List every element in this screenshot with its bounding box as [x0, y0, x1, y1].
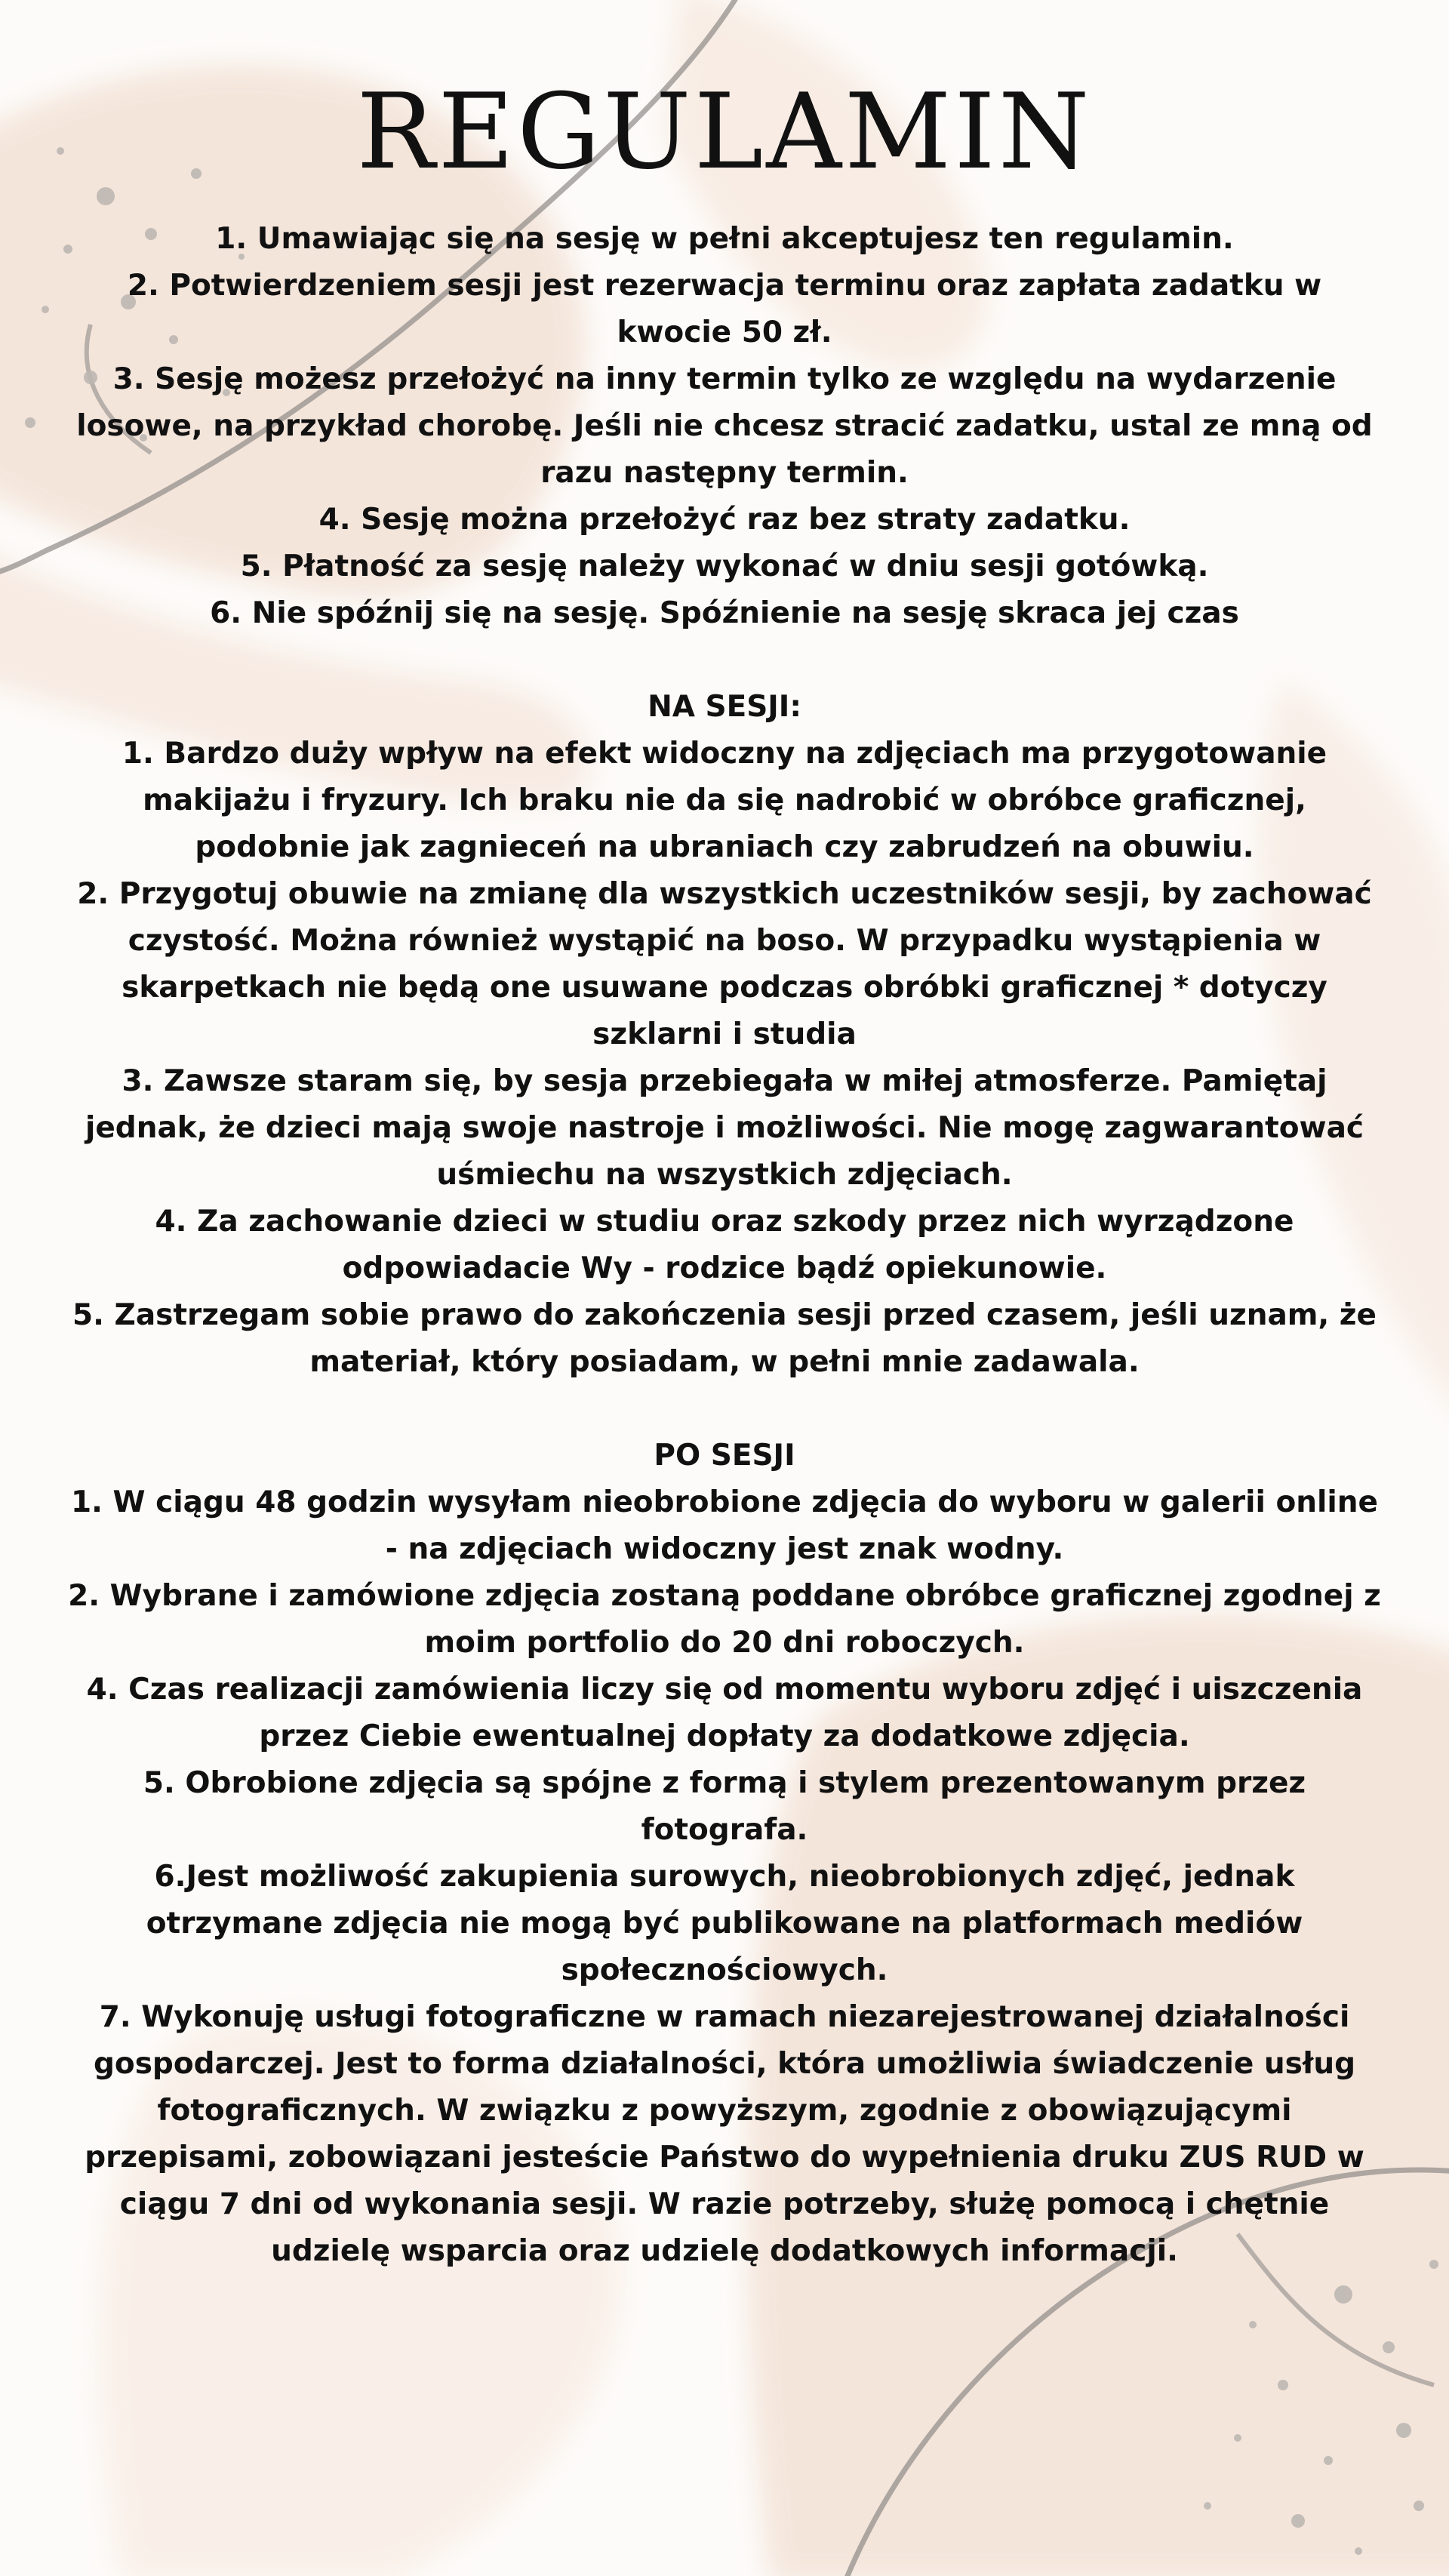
section-heading: NA SESJI:	[648, 690, 801, 724]
intro-item: 2. Potwierdzeniem sesji jest rezerwacja terminu oraz zapłata zadatku w kwocie 50 zł.	[127, 269, 1322, 349]
intro-section	[68, 216, 1381, 637]
rule-item: 4. Czas realizacji zamówienia liczy się od momentu wyboru zdjęć i uiszczenia przez Ciebie ewentualnej dopłaty za dodatkowe zdjęcia.	[86, 1673, 1363, 1753]
rule-item: 6.Jest możliwość zakupienia surowych, nieobrobionych zdjęć, jednak otrzymane zdjęcia nie mogą być publikowane na platformach mediów społecznościowych.	[146, 1860, 1303, 1987]
rule-item: 5. Obrobione zdjęcia są spójne z formą i stylem prezentowanym przez fotografa.	[143, 1766, 1306, 1847]
rule-item: 1. W ciągu 48 godzin wysyłam nieobrobione zdjęcia do wyboru w galerii online - na zdjęciach widoczny jest znak wodny.	[71, 1485, 1378, 1566]
rule-item: 4. Za zachowanie dzieci w studiu oraz szkody przez nich wyrządzone odpowiadacie Wy - rodzice bądź opiekunowie.	[155, 1205, 1294, 1285]
rule-item: 1. Bardzo duży wpływ na efekt widoczny na zdjęciach ma przygotowanie makijażu i fryzury. Ich braku nie da się nadrobić w obróbce graficznej, podobnie jak zagnieceń na ubraniach czy zabrudzeń na obuwiu.	[122, 737, 1327, 864]
section-spacer	[68, 1386, 1381, 1433]
document-body	[68, 216, 1381, 2275]
section-na-sesji	[68, 684, 1381, 1386]
page-title: REGULAMIN	[356, 71, 1093, 192]
intro-item: 3. Sesję możesz przełożyć na inny termin tylko ze względu na wydarzenie losowe, na przykład chorobę. Jeśli nie chcesz stracić zadatku, ustal ze mną od razu następny termin.	[76, 362, 1373, 490]
section-heading: PO SESJI	[654, 1439, 795, 1473]
rule-item: 2. Przygotuj obuwie na zmianę dla wszystkich uczestników sesji, by zachować czystość. Można również wystąpić na boso. W przypadku wystąpienia w skarpetkach nie będą one usuwane podczas obróbki graficznej * dotyczy szklarni i studia	[77, 877, 1372, 1051]
intro-item: 1. Umawiając się na sesję w pełni akceptujesz ten regulamin.	[215, 222, 1234, 256]
section-po-sesji	[68, 1433, 1381, 2275]
intro-item: 5. Płatność za sesję należy wykonać w dniu sesji gotówką.	[240, 549, 1209, 583]
intro-item: 6. Nie spóźnij się na sesję. Spóźnienie na sesję skraca jej czas	[210, 596, 1239, 630]
section-spacer	[68, 637, 1381, 684]
rule-item: 3. Zawsze staram się, by sesja przebiegała w miłej atmosferze. Pamiętaj jednak, że dzieci mają swoje nastroje i możliwości. Nie mogę zagwarantować uśmiechu na wszystkich zdjęciach.	[85, 1064, 1364, 1192]
intro-item: 4. Sesję można przełożyć raz bez straty zadatku.	[318, 503, 1131, 537]
rule-item: 2. Wybrane i zamówione zdjęcia zostaną poddane obróbce graficznej zgodnej z moim portfolio do 20 dni roboczych.	[68, 1579, 1381, 1660]
rule-item: 7. Wykonuję usługi fotograficzne w ramach niezarejestrowanej działalności gospodarczej. Jest to forma działalności, która umożliwia świadczenie usług fotograficznych. W związku z powyższym, zgodnie z obowiązującymi przepisami, zobowiązani jesteście Państwo do wypełnienia druku ZUS RUD w ciągu 7 dni od wykonania sesji. W razie potrzeby, służę pomocą i chętnie udzielę wsparcia oraz udzielę dodatkowych informacji.	[85, 2000, 1364, 2268]
rule-item: 5. Zastrzegam sobie prawo do zakończenia sesji przed czasem, jeśli uznam, że materiał, który posiadam, w pełni mnie zadawala.	[72, 1298, 1377, 1379]
